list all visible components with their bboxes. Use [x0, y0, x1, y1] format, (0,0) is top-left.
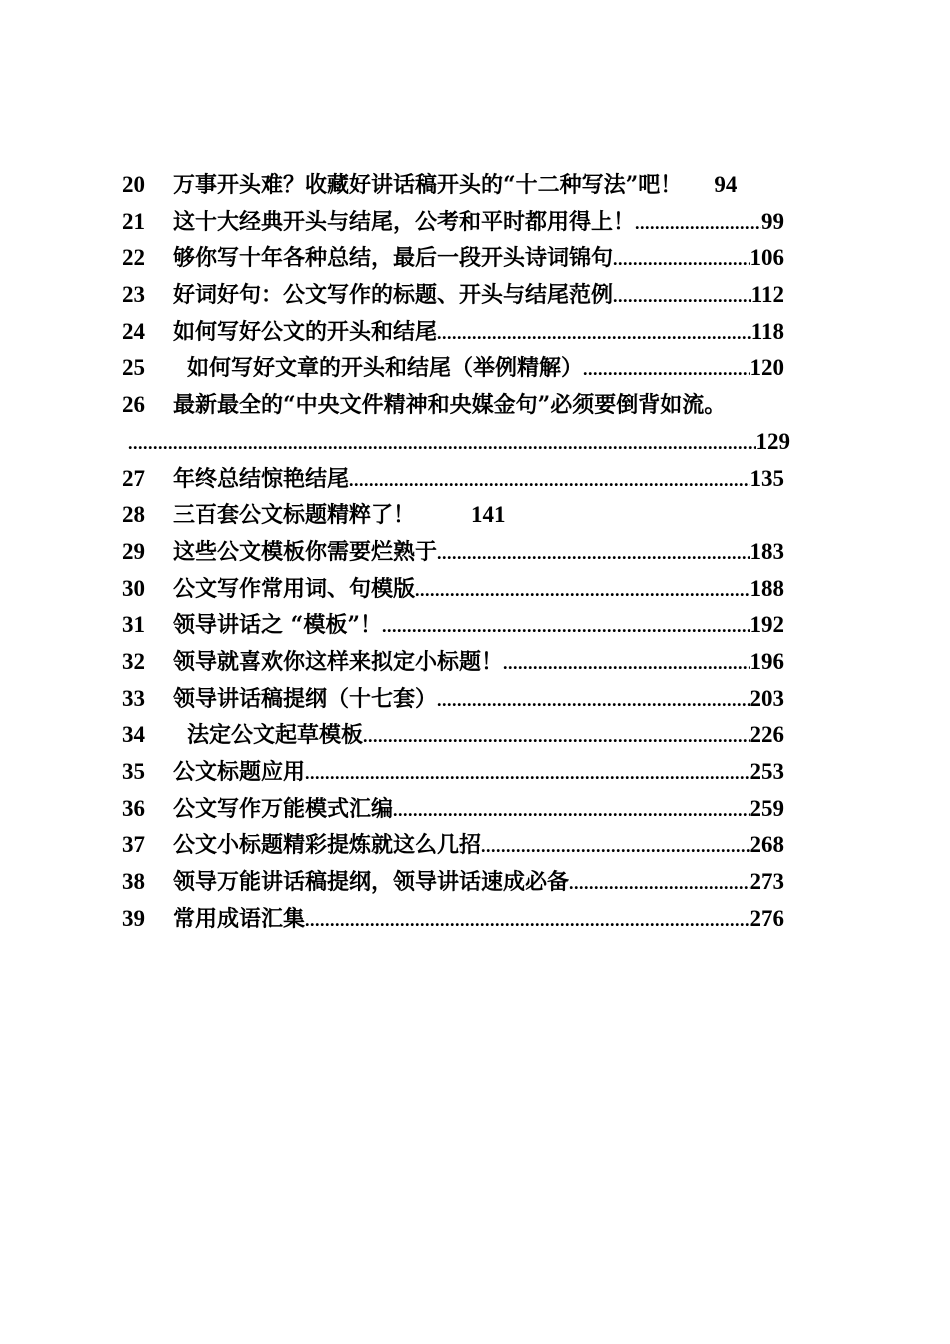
toc-entry-page: 118 [750, 318, 784, 344]
toc-entry-page: 141 [471, 502, 506, 528]
toc-entry-37[interactable] [122, 827, 822, 864]
toc-entry-number: 37 [122, 832, 145, 858]
toc-entry-number: 38 [122, 869, 145, 895]
toc-dot-leader [569, 865, 749, 902]
toc-entry-page: 94 [714, 172, 738, 197]
toc-entry-page: 183 [749, 538, 784, 564]
toc-entry-35[interactable] [122, 754, 822, 791]
toc-dot-leader [613, 278, 751, 315]
toc-entry-27[interactable] [122, 461, 822, 498]
toc-entry-number: 29 [122, 538, 145, 564]
toc-dot-leader [305, 755, 749, 792]
toc-entry-title: 这些公文模板你需要烂熟于 [173, 538, 438, 565]
toc-entry-page: 120 [749, 355, 784, 381]
toc-dot-leader [437, 535, 749, 572]
toc-entry-page: 268 [749, 832, 784, 858]
toc-entry-32[interactable] [122, 644, 822, 681]
toc-entry-page: 273 [749, 869, 784, 895]
toc-entry-number: 28 [122, 502, 145, 528]
toc-entry-number: 30 [122, 575, 145, 601]
toc-entry-page: 276 [749, 905, 784, 931]
toc-entry-number: 27 [122, 465, 145, 491]
toc-entry-title: 最新最全的“中央文件精神和央媒金句”必须要倒背如流。 [173, 392, 727, 419]
table-of-contents [122, 167, 822, 937]
toc-entry-page: 188 [749, 575, 784, 601]
toc-entry-21[interactable] [122, 204, 822, 241]
toc-dot-leader [393, 792, 749, 829]
toc-dot-leader [613, 241, 749, 278]
toc-entry-number: 31 [122, 612, 145, 638]
toc-entry-33[interactable] [122, 681, 822, 718]
toc-dot-leader [437, 315, 751, 352]
toc-entry-title: 如何写好公文的开头和结尾 [173, 318, 438, 345]
toc-entry-38[interactable] [122, 864, 822, 901]
toc-entry-title: 公文小标题精彩提炼就这么几招 [173, 832, 482, 859]
toc-dot-leader [349, 462, 749, 499]
toc-dot-leader [382, 608, 750, 645]
toc-entry-page: 196 [749, 648, 784, 674]
toc-entry-number: 39 [122, 905, 145, 931]
toc-entry-25[interactable] [122, 350, 822, 387]
toc-entry-number: 23 [122, 282, 145, 308]
toc-dot-leader [481, 828, 749, 865]
toc-entry-title: 领导万能讲话稿提纲，领导讲话速成必备 [173, 869, 570, 896]
toc-entry-title: 万事开头难？收藏好讲话稿开头的“十二种写法”吧！ [173, 172, 683, 198]
toc-entry-title: 领导讲话稿提纲（十七套） [173, 685, 438, 712]
toc-entry-number: 32 [122, 648, 145, 674]
toc-entry-title: 三百套公文标题精粹了！ [173, 502, 416, 529]
toc-entry-30[interactable] [122, 571, 822, 608]
toc-entry-page: 129 [755, 428, 790, 454]
toc-entry-34[interactable] [122, 717, 822, 754]
toc-dot-leader [128, 425, 756, 462]
toc-entry-28[interactable] [122, 497, 822, 534]
toc-entry-number: 33 [122, 685, 145, 711]
toc-entry-number: 25 [122, 355, 145, 381]
toc-entry-title: 这十大经典开头与结尾，公考和平时都用得上！ [173, 208, 636, 235]
toc-entry-page: 253 [749, 759, 784, 784]
toc-entry-title: 如何写好文章的开头和结尾（举例精解） [187, 355, 584, 382]
toc-entry-title: 公文标题应用 [173, 759, 306, 785]
toc-dot-leader [635, 205, 761, 242]
toc-entry-number: 35 [122, 759, 145, 784]
toc-entry-31[interactable] [122, 607, 822, 644]
toc-entry-number: 26 [122, 392, 145, 418]
toc-dot-leader [363, 718, 749, 755]
toc-entry-title: 领导讲话之 “模板”！ [173, 612, 382, 639]
toc-entry-title: 常用成语汇集 [173, 905, 306, 932]
toc-entry-24[interactable] [122, 314, 822, 351]
toc-entry-page: 99 [761, 208, 784, 234]
toc-entry-page: 135 [749, 465, 784, 491]
toc-entry-36[interactable] [122, 791, 822, 828]
toc-entry-number: 22 [122, 245, 145, 271]
toc-entry-26-continuation[interactable] [122, 424, 822, 461]
toc-dot-leader [415, 572, 749, 609]
toc-dot-leader [437, 682, 749, 719]
toc-entry-20[interactable] [122, 167, 822, 204]
toc-entry-23[interactable] [122, 277, 822, 314]
toc-entry-title: 年终总结惊艳结尾 [173, 465, 350, 492]
toc-entry-page: 226 [749, 722, 784, 748]
toc-dot-leader [503, 645, 749, 682]
toc-entry-page: 203 [749, 685, 784, 711]
toc-entry-title: 够你写十年各种总结，最后一段开头诗词锦句 [173, 245, 614, 272]
toc-entry-number: 21 [122, 208, 145, 234]
toc-entry-number: 36 [122, 795, 145, 821]
toc-entry-page: 112 [750, 282, 784, 308]
toc-entry-title: 好词好句：公文写作的标题、开头与结尾范例 [173, 282, 614, 309]
toc-entry-title: 法定公文起草模板 [187, 722, 364, 749]
toc-entry-26[interactable] [122, 387, 822, 424]
toc-entry-title: 公文写作万能模式汇编 [173, 795, 394, 822]
toc-entry-number: 34 [122, 722, 145, 748]
toc-entry-22[interactable] [122, 240, 822, 277]
toc-entry-title: 公文写作常用词、句模版 [173, 575, 416, 602]
toc-entry-39[interactable] [122, 901, 822, 938]
toc-entry-page: 192 [749, 612, 784, 638]
toc-entry-title: 领导就喜欢你这样来拟定小标题！ [173, 648, 504, 675]
toc-entry-page: 259 [749, 795, 784, 821]
toc-entry-29[interactable] [122, 534, 822, 571]
toc-entry-number: 24 [122, 318, 145, 344]
toc-entry-page: 106 [749, 245, 784, 271]
toc-dot-leader [305, 902, 749, 939]
toc-entry-number: 20 [122, 172, 145, 197]
toc-dot-leader [583, 351, 749, 388]
